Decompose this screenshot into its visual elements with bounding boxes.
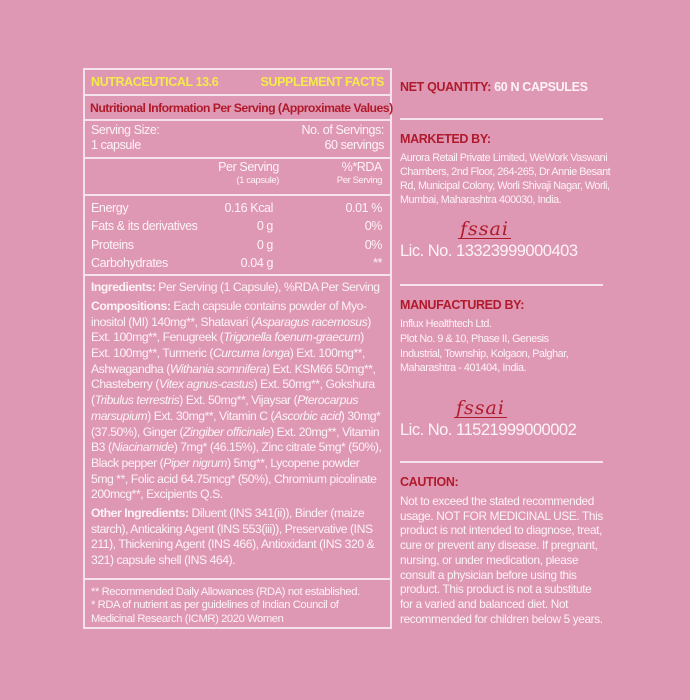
nutrient-rda: ** (373, 256, 382, 271)
nutrient-value: 0.04 g (240, 256, 273, 271)
net-quantity (400, 80, 588, 94)
compositions-paragraph (91, 299, 384, 503)
brand-label: NUTRACEUTICAL 13.6 (91, 75, 219, 89)
compositions-text: ) Ext. 100mg**, Turmeric ( (91, 330, 364, 360)
other-ingredients-label: Other Ingredients: (91, 506, 189, 521)
panel-header (85, 70, 390, 96)
supplement-facts-panel (83, 68, 392, 629)
serving-size-label: Serving Size: (91, 123, 160, 137)
manufactured-by-address (400, 317, 568, 376)
ingredients-section (85, 276, 390, 580)
serving-size-value: 1 capsule (91, 138, 141, 152)
botanical-name: Tribulus terrestris (94, 393, 180, 408)
compositions-text: ) 5mg**, Lycopene powder 5mg **, Folic acid 64.75mcg* (50%), Chromium picolinate 200mcg**, Excipients Q.S. (91, 455, 377, 502)
nutrient-name: Energy (91, 201, 129, 216)
botanical-name: Withania somnifera (169, 361, 266, 376)
compositions-text: ) Ext. 50mg**, Gokshura ( (91, 377, 375, 408)
footnote-rda-not-established: ** Recommended Daily Allowances (RDA) not established. (91, 585, 360, 598)
col-rda: %*RDA (341, 160, 382, 174)
address-line: Plot No. 9 & 10, Phase II, Genesis (400, 332, 549, 345)
botanical-name: Asparagus racemosus (254, 314, 368, 329)
manufactured-by-heading: MANUFACTURED BY: (400, 298, 525, 312)
nutrient-row (91, 199, 384, 217)
nutrient-table (85, 196, 390, 276)
compositions-text: ) Ext. KSM66 50mg**, Chasteberry ( (91, 361, 376, 392)
compositions-text: ) 7mg* (46.15%), Zinc citrate 5mg* (50%), Black pepper ( (91, 440, 382, 470)
botanical-name: Trigonella foenum-graecum (223, 330, 361, 345)
ingredients-text: Per Serving (1 Capsule), %RDA Per Serving (155, 280, 380, 295)
nutrient-row (91, 217, 384, 235)
divider (400, 118, 603, 120)
compositions-text: Each capsule contains powder of Myo-inositol (MI) 140mg**, Shatavari ( (91, 298, 367, 329)
ingredients-line (91, 280, 384, 296)
compositions-text: ) 30mg* (37.50%), Ginger ( (91, 408, 381, 439)
marketed-license-number: Lic. No. 13323999000403 (400, 242, 578, 260)
nutrient-value: 0.16 Kcal (224, 201, 273, 216)
divider (400, 284, 603, 286)
botanical-name: Vitex agnus-castus (158, 377, 254, 392)
nutrient-name: Proteins (91, 237, 134, 252)
servings-label: No. of Servings: (301, 123, 384, 137)
compositions-label: Compositions: (91, 298, 171, 313)
compositions-text: ) Ext. 100mg**, Ashwagandha ( (91, 346, 365, 376)
serving-info (85, 121, 390, 159)
col-rda-sub: Per Serving (336, 175, 382, 186)
other-ingredients-text: Diluent (INS 341(ii)), Binder (maize starch), Anticaking Agent (INS 553(iii)), Preservative (INS 211), Thickening Agent (INS 466), Antioxidant (INS 320 & 321) capsule shell (INS 464). (91, 506, 375, 568)
panel-subtitle-row (85, 96, 393, 121)
panel-subtitle: Nutritional Information Per Serving (Approximate Values) (90, 100, 393, 115)
botanical-name: Niacinamide (111, 440, 174, 455)
marketed-by-heading: MARKETED BY: (400, 132, 491, 146)
footnotes (85, 580, 390, 633)
nutrient-rda: 0% (364, 219, 382, 234)
ingredients-label: Ingredients: (91, 280, 156, 295)
address-line: Maharashtra - 401404, India. (400, 362, 527, 375)
address-line: Industrial, Township, Kolgaon, Palghar, (400, 347, 569, 360)
other-ingredients-paragraph (91, 506, 384, 569)
nutrient-value: 0 g (256, 237, 273, 252)
botanical-name: Piper nigrum (163, 455, 227, 470)
nutrient-name: Fats & its derivatives (91, 219, 198, 234)
footnote-icmr: * RDA of nutrient as per guidelines of Indian Council of Medicinal Research (ICMR) 2020 Women (91, 599, 339, 625)
col-per-serving-sub: (1 capsule) (236, 175, 279, 186)
divider (400, 461, 603, 463)
panel-title: SUPPLEMENT FACTS (260, 75, 384, 89)
marketed-by-address: Aurora Retail Private Limited, WeWork Vaswani Chambers, 2nd Floor, 264-265, Dr Annie Besant Rd, Municipal Colony, Worli Shivaji Nagar, Worli, Mumbai, Maharashtra 400030, India. (400, 152, 611, 206)
compositions-text: ) Ext. 100mg**, Fenugreek ( (91, 314, 371, 345)
nutrient-column-headers (85, 159, 390, 196)
net-quantity-label: NET QUANTITY: (400, 80, 492, 94)
col-per-serving: Per Serving (218, 160, 279, 174)
nutrient-value: 0 g (256, 219, 273, 234)
net-quantity-value: 60 N CAPSULES (491, 80, 588, 94)
nutrient-row (91, 236, 384, 254)
botanical-name: Zingiber officinale (183, 424, 271, 439)
servings-value: 60 servings (324, 138, 384, 152)
compositions-text: ) Ext. 20mg**, Vitamin B3 ( (91, 424, 380, 455)
botanical-name: Pterocarpus marsupium (91, 393, 358, 423)
manufactured-license-number: Lic. No. 11521999000002 (400, 421, 577, 439)
nutrient-row (91, 254, 384, 272)
compositions-text: ) Ext. 50mg**, Vijaysar ( (179, 393, 298, 408)
compositions-text: ) Ext. 30mg**, Vitamin C ( (147, 408, 275, 423)
caution-heading: CAUTION: (400, 475, 459, 489)
fssai-logo-icon: fssai (460, 218, 509, 240)
botanical-name: Ascorbic acid (274, 408, 341, 423)
nutrient-rda: 0% (364, 237, 382, 252)
address-line: Influx Healthtech Ltd. (400, 318, 492, 330)
botanical-name: Curcuma longa (212, 346, 290, 360)
caution-text: Not to exceed the stated recommended usage. NOT FOR MEDICINAL USE. This product is not intended to diagnose, treat, cure or prevent any disease. If pregnant, nursing, or under medication, please consult a physician before using this product. This product is not a substitute for a varied and balanced diet. Not recommended for children below 5 years. (400, 494, 603, 626)
fssai-logo-icon: fssai (456, 397, 505, 419)
nutrient-rda: 0.01 % (345, 201, 382, 216)
nutrient-name: Carbohydrates (91, 256, 168, 271)
